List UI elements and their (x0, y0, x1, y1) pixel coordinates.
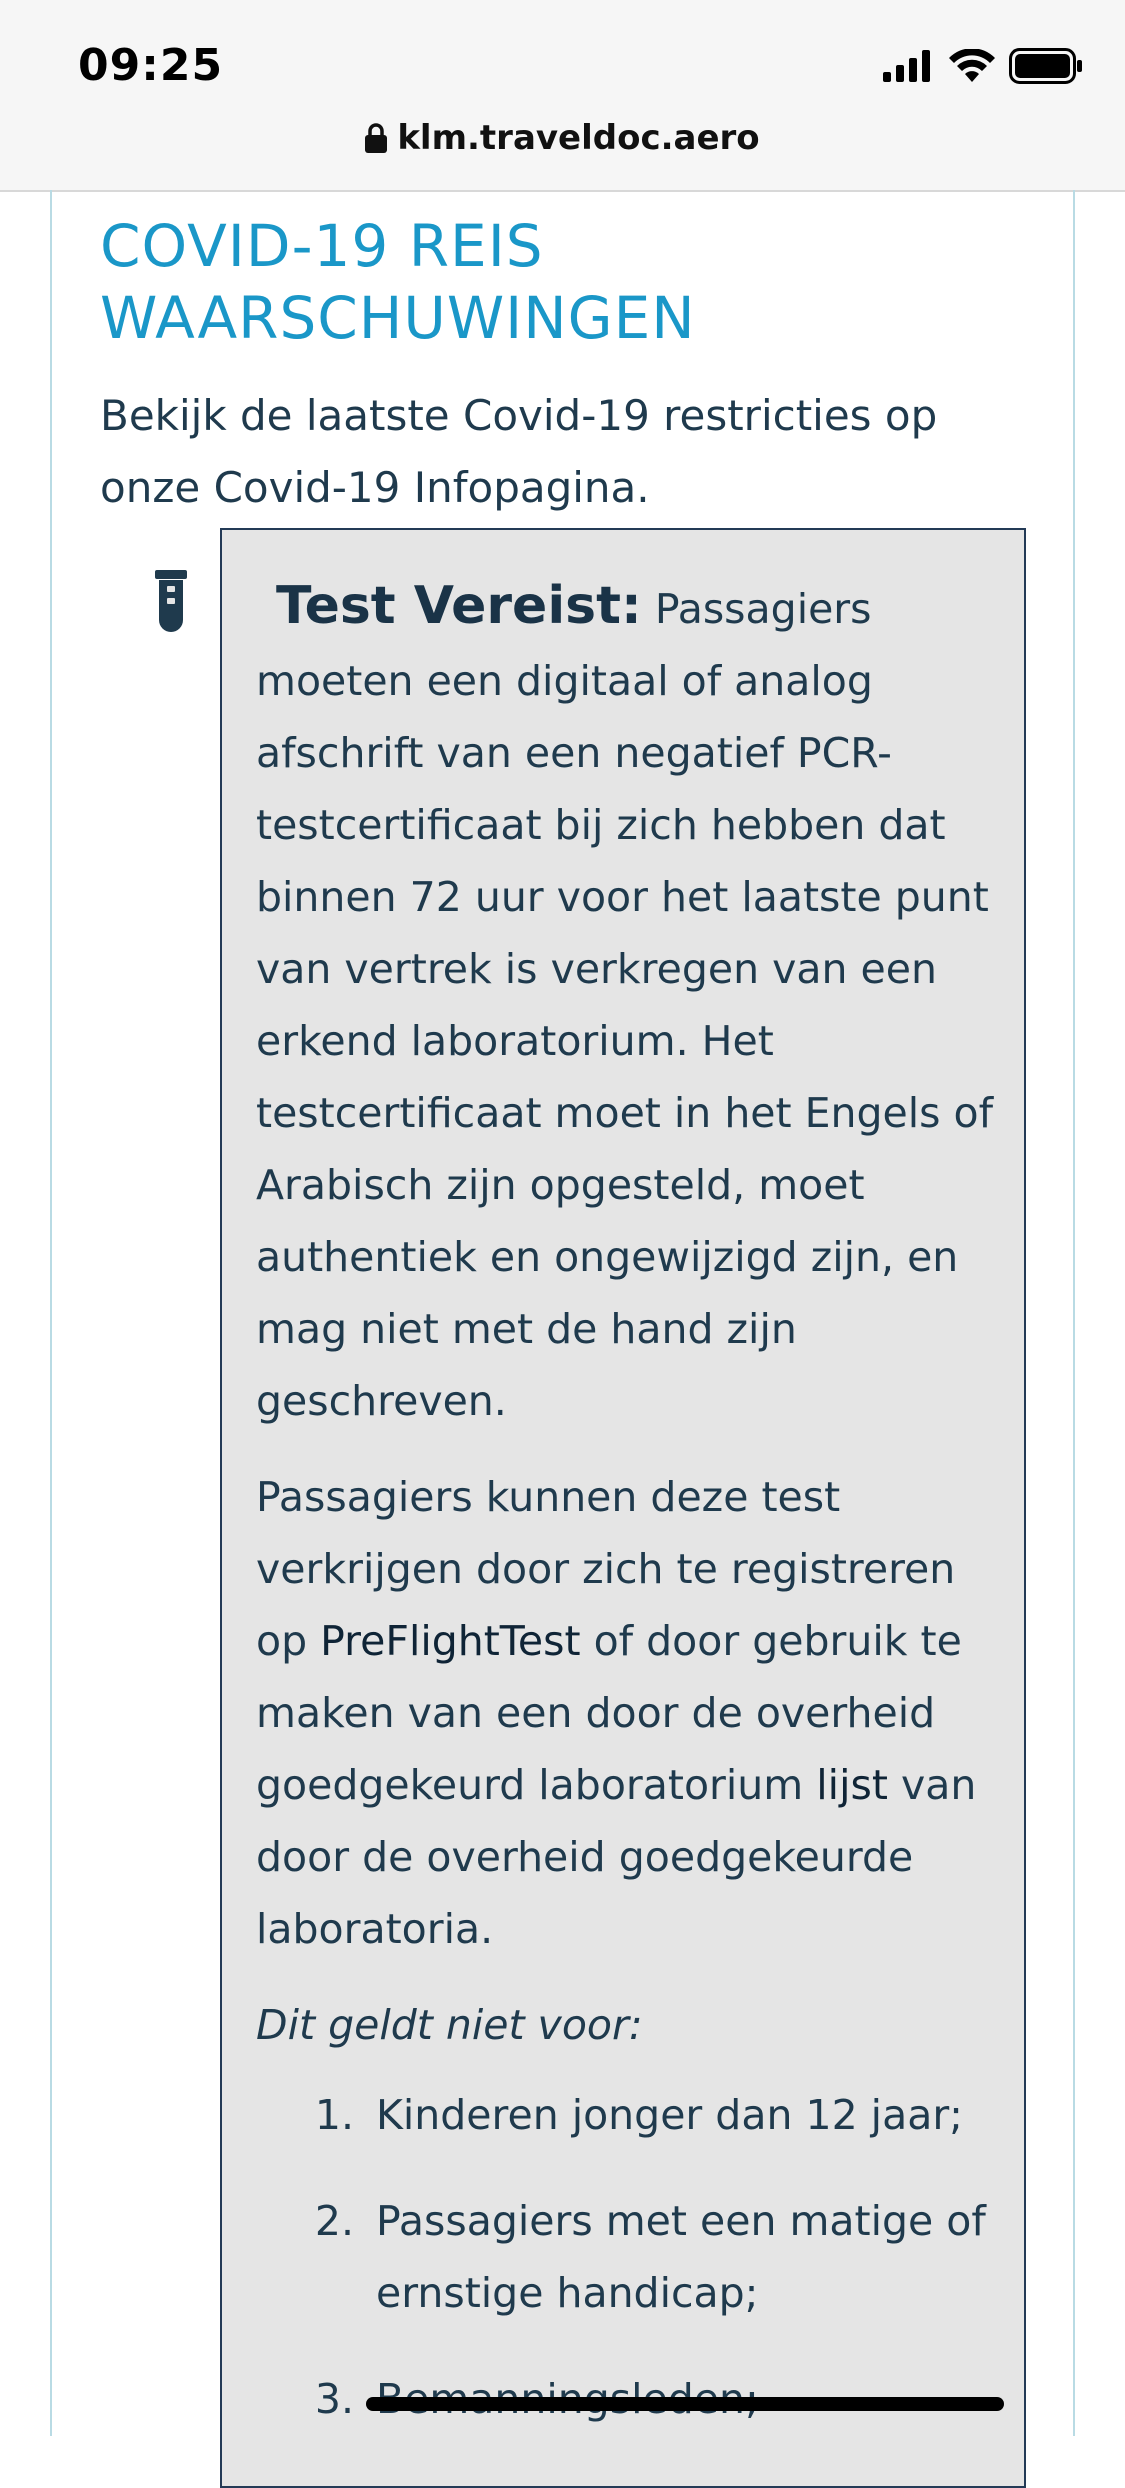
list-item-number: 3. (314, 2375, 354, 2423)
intro-sentence: Bekijk de laatste Covid-19 restricties op onze (100, 391, 938, 512)
notice-label: Test Vereist: (276, 576, 642, 636)
cellular-signal-icon (883, 50, 935, 82)
list-item-number: 1. (314, 2091, 354, 2139)
list-item-number: 2. (314, 2197, 354, 2245)
list-item (256, 2363, 994, 2435)
list-item-text-redacted (376, 2363, 994, 2435)
notice-paragraph-2-part-c: van door de overheid goedgekeurde laboratoria. (256, 1761, 977, 1953)
wifi-icon (949, 49, 995, 83)
notice-paragraph-1-text: Passagiers moeten een digitaal of analog afschrift van een negatief PCR-testcertificaat bij zich hebben dat binnen 72 uur voor het laatste punt van vertrek is verkregen van een erkend laboratorium. Het testcertificaat moet in het Engels of Arabisch zijn opgesteld, moet authentiek en ongewijzigd zijn, en mag niet met de hand zijn geschreven. (256, 585, 994, 1425)
status-time: 09:25 (78, 40, 224, 91)
notice-paragraph-2 (256, 1461, 994, 1965)
covid-infopage-link[interactable]: Covid-19 Infopagina (213, 463, 637, 512)
list-item-text: Kinderen jonger dan 12 jaar; (376, 2091, 963, 2139)
list-item-text: Passagiers met een matige of ernstige handicap; (376, 2197, 986, 2317)
list-item (256, 2079, 994, 2151)
url-text: klm.traveldoc.aero (397, 118, 760, 158)
exceptions-label: Dit geldt niet voor: (256, 2001, 643, 2049)
notice-paragraph-1 (256, 570, 994, 1437)
battery-icon (1009, 48, 1083, 84)
lock-icon (365, 122, 387, 162)
status-icons (883, 48, 1083, 84)
status-bar (0, 0, 1125, 192)
test-required-notice (220, 528, 1026, 2488)
list-item (256, 2185, 994, 2329)
address-bar[interactable] (0, 118, 1125, 162)
page-title: COVID-19 REIS WAARSCHUWINGEN (100, 212, 696, 352)
preflighttest-link[interactable]: PreFlightTest (320, 1617, 581, 1665)
laboratory-list-link[interactable]: lijst (816, 1761, 888, 1809)
exceptions-list (256, 2079, 994, 2435)
notice-paragraph-2-part-a: Passagiers kunnen deze test verkrijgen door zich te registreren op (256, 1473, 956, 1665)
redaction-mark (366, 2397, 1004, 2411)
intro-text (100, 380, 1040, 524)
notice-paragraph-2-part-b: of door gebruik te maken van een door de overheid goedgekeurd laboratorium (256, 1617, 962, 1809)
test-tube-icon (155, 570, 187, 638)
intro-period: . (636, 463, 650, 512)
